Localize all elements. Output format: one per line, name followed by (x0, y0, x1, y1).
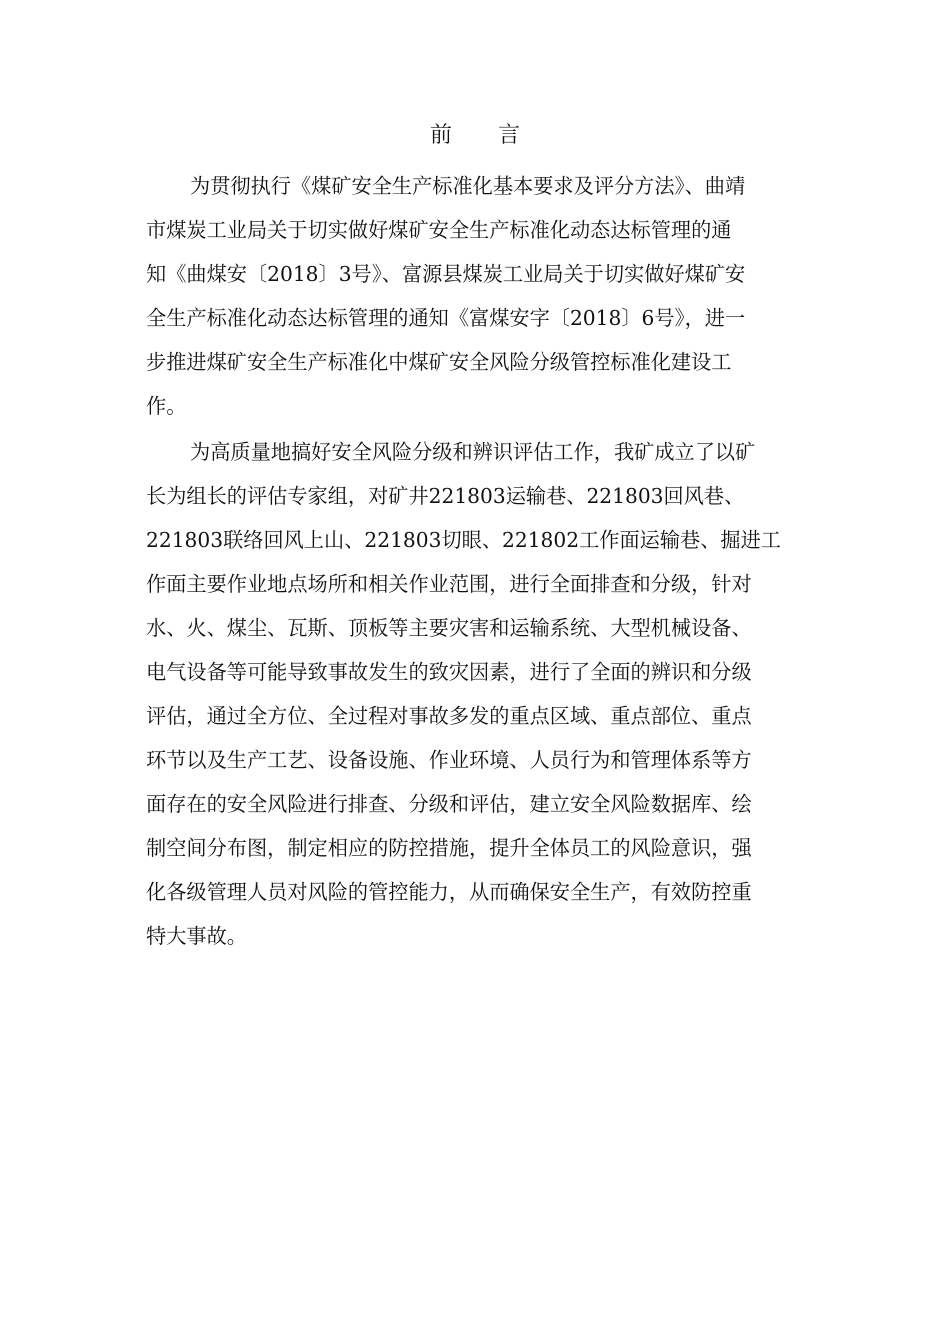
page-title (0, 120, 950, 152)
paragraph-line: 环节以及生产工艺、设备设施、作业环境、人员行为和管理体系等方 (146, 748, 752, 772)
paragraph-line: 电气设备等可能导致事故发生的致灾因素，进行了全面的辨识和分级 (146, 660, 752, 684)
paragraph-line: 为高质量地搞好安全风险分级和辨识评估工作，我矿成立了以矿 (190, 440, 756, 464)
paragraph-line: 评估，通过全方位、全过程对事故多发的重点区域、重点部位、重点 (146, 704, 752, 728)
paragraph-line: 制空间分布图，制定相应的防控措施，提升全体员工的风险意识，强 (146, 836, 752, 860)
paragraph-line: 全生产标准化动态达标管理的通知《富煤安字〔2018〕6号》，进一 (146, 306, 746, 330)
title-char-right: 言 (498, 123, 521, 148)
paragraph-line: 特大事故。 (146, 924, 247, 948)
paragraph-line: 作面主要作业地点场所和相关作业范围，进行全面排查和分级，针对 (146, 572, 752, 596)
title-char-left: 前 (429, 123, 452, 148)
paragraph-line: 221803联络回风上山、221803切眼、221802工作面运输巷、掘进工 (146, 528, 781, 552)
paragraph-line: 长为组长的评估专家组，对矿井221803运输巷、221803回风巷、 (146, 484, 745, 508)
paragraph-line: 步推进煤矿安全生产标准化中煤矿安全风险分级管控标准化建设工 (146, 350, 732, 374)
paragraph-line: 化各级管理人员对风险的管控能力，从而确保安全生产，有效防控重 (146, 880, 752, 904)
paragraph-line: 面存在的安全风险进行排查、分级和评估，建立安全风险数据库、绘 (146, 792, 752, 816)
paragraph-line: 水、火、煤尘、瓦斯、顶板等主要灾害和运输系统、大型机械设备、 (146, 616, 752, 640)
paragraph-line: 为贯彻执行《煤矿安全生产标准化基本要求及评分方法》、曲靖 (190, 174, 746, 198)
paragraph-line: 作。 (146, 394, 187, 418)
paragraph-line: 知《曲煤安〔2018〕3号》、富源县煤炭工业局关于切实做好煤矿安 (146, 262, 746, 286)
paragraph-line: 市煤炭工业局关于切实做好煤矿安全生产标准化动态达标管理的通 (146, 218, 732, 242)
